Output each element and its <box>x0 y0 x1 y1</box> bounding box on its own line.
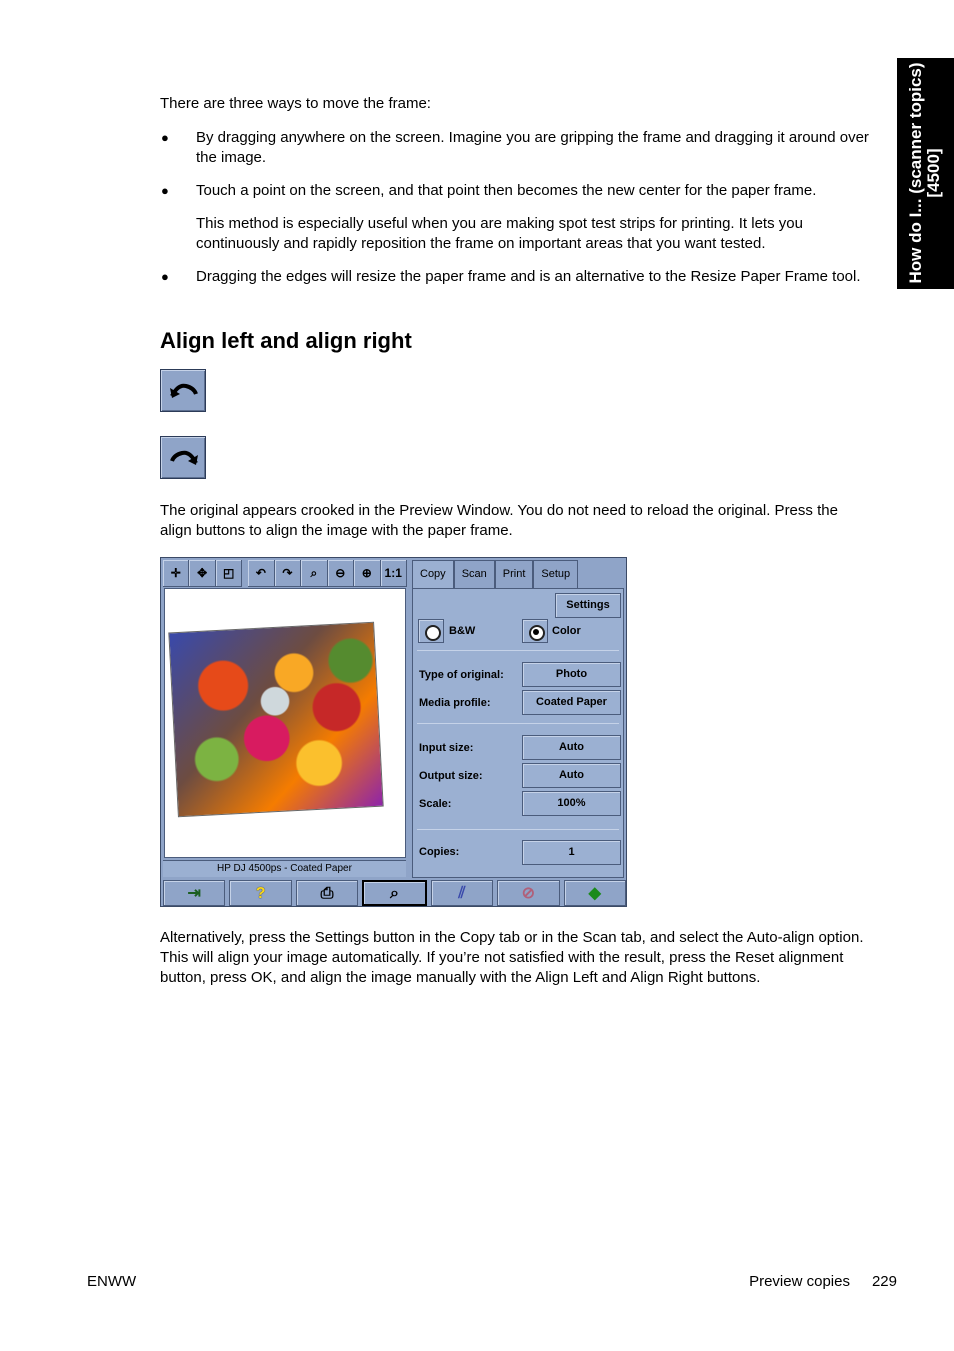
scale-button[interactable]: 100% <box>522 791 621 816</box>
output-size-button[interactable]: Auto <box>522 763 621 788</box>
rotate-right-icon: ↷ <box>282 565 293 580</box>
chapter-side-tab <box>897 58 954 289</box>
output-size-label: Output size: <box>419 770 483 782</box>
bw-radio[interactable] <box>418 619 444 643</box>
color-label: Color <box>552 625 581 637</box>
bullet-item-1: By dragging anywhere on the screen. Imagine you are gripping the frame and dragging it around over the image. <box>196 129 869 166</box>
divider <box>417 650 619 651</box>
zoom-in-icon: ⊕ <box>361 565 372 580</box>
chapter-side-tab-label: How do I... (scanner topics) [4500] <box>906 62 943 284</box>
preview-window[interactable] <box>164 588 406 858</box>
preview-image <box>168 622 383 818</box>
zoom-out-tool[interactable] <box>328 560 354 587</box>
mode-tabs <box>412 560 578 588</box>
tab-setup[interactable]: Setup <box>533 560 578 588</box>
footer-right <box>749 1272 897 1292</box>
paragraph-crooked: The original appears crooked in the Preview Window. You do not need to reload the original. Press the align buttons to align the image with the paper frame. <box>160 502 838 539</box>
printer-icon: ⎙ <box>320 884 334 902</box>
stop-icon: ⊘ <box>521 884 536 902</box>
align-right-tool[interactable] <box>275 560 301 587</box>
help-button[interactable] <box>229 880 291 906</box>
type-of-original-button[interactable]: Photo <box>522 662 621 687</box>
rotate-right-icon <box>168 447 200 469</box>
resize-icon: ◰ <box>222 565 235 580</box>
bullet-marker: ● <box>161 269 169 284</box>
crosshair-icon: ✛ <box>170 565 181 580</box>
paragraph-auto-align: Alternatively, press the Settings button in the Copy tab or in the Scan tab, and select the Auto-align option. This will align your image automatically. If you’re not satisfied with the result, press the Reset alignment button, press OK, and align the image manually with the Align Left and Align Right buttons. <box>160 929 864 986</box>
zoom-out-icon: ⊖ <box>335 565 346 580</box>
preview-toolbar <box>163 560 407 587</box>
tab-copy[interactable]: Copy <box>412 560 454 588</box>
bullet-item-2: Touch a point on the screen, and that point then becomes the new center for the paper frame. <box>196 182 817 199</box>
tab-print[interactable]: Print <box>495 560 534 588</box>
exit-button[interactable] <box>163 880 225 906</box>
move-icon: ✥ <box>197 565 208 580</box>
start-button[interactable] <box>564 880 626 906</box>
intro-text: There are three ways to move the frame: <box>160 95 431 112</box>
divider <box>417 829 619 830</box>
copy-settings-panel <box>412 588 624 878</box>
rotate-left-icon: ↶ <box>255 565 266 580</box>
align-right-button[interactable] <box>160 436 206 479</box>
media-profile-button[interactable]: Coated Paper <box>522 690 621 715</box>
start-icon: ◆ <box>588 884 601 902</box>
rotate-left-icon <box>168 380 200 402</box>
bw-label: B&W <box>449 625 476 637</box>
section-heading: Align left and align right <box>160 328 412 353</box>
preview-button[interactable] <box>362 880 426 906</box>
type-of-original-label: Type of original: <box>419 669 504 681</box>
zoom-tool[interactable] <box>301 560 327 587</box>
bullet-marker: ● <box>161 130 169 145</box>
divider <box>417 723 619 724</box>
resize-frame-tool[interactable] <box>216 560 242 587</box>
input-size-label: Input size: <box>419 742 474 754</box>
scale-label: Scale: <box>419 798 452 810</box>
actual-size-tool[interactable]: 1:1 <box>381 560 407 587</box>
copies-label: Copies: <box>419 846 460 858</box>
stop-button[interactable] <box>497 880 559 906</box>
bullet-marker: ● <box>161 183 169 198</box>
magnifier-icon: ⌕ <box>310 565 318 580</box>
color-radio[interactable] <box>522 619 548 643</box>
align-left-tool[interactable] <box>248 560 274 587</box>
zoom-in-tool[interactable] <box>354 560 380 587</box>
tab-scan[interactable]: Scan <box>454 560 495 588</box>
align-left-button[interactable] <box>160 369 206 412</box>
move-image-tool[interactable] <box>189 560 215 587</box>
input-size-button[interactable]: Auto <box>522 735 621 760</box>
copies-button[interactable]: 1 <box>522 840 621 865</box>
help-icon: ? <box>255 884 266 902</box>
copy-preview-screenshot <box>160 557 627 907</box>
bullet-item-2-detail: This method is especially useful when you are making spot test strips for printing. It lets you continuously and rapidly reposition the frame on important areas that you want tested. <box>196 215 803 252</box>
media-profile-label: Media profile: <box>419 697 491 709</box>
reset-icon: ⫽ <box>458 884 466 902</box>
footer-left: ENWW <box>87 1273 137 1290</box>
bullet-item-3: Dragging the edges will resize the paper frame and is an alternative to the Resize Paper Frame tool. <box>196 268 861 285</box>
exit-icon: ⇥ <box>187 884 201 902</box>
preview-icon: ⌕ <box>389 884 399 902</box>
print-queue-button[interactable] <box>296 880 358 906</box>
footer-section: Preview copies <box>749 1273 850 1290</box>
status-bar: HP DJ 4500ps - Coated Paper <box>163 860 406 877</box>
bottom-toolbar <box>163 880 626 906</box>
move-frame-tool[interactable] <box>163 560 189 587</box>
reset-button[interactable] <box>431 880 493 906</box>
page-number: 229 <box>871 1273 897 1290</box>
settings-button[interactable]: Settings <box>555 593 621 618</box>
